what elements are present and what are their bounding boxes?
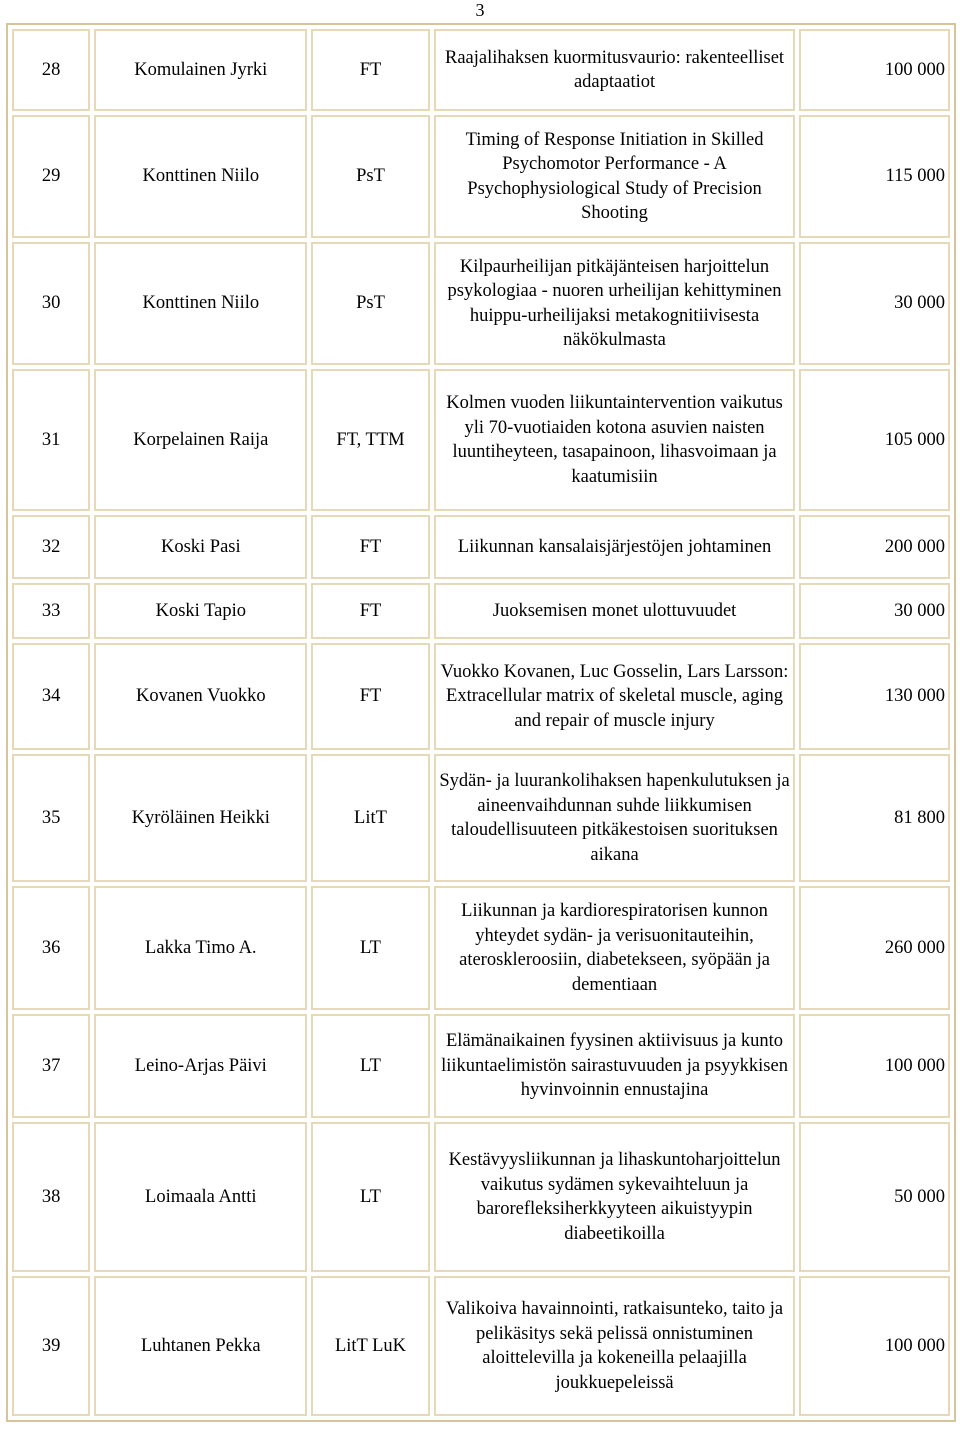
grant-amount: 50 000 [799, 1122, 950, 1272]
applicant-name: Lakka Timo A. [94, 886, 307, 1010]
applicant-name: Korpelainen Raija [94, 369, 307, 511]
grant-amount: 30 000 [799, 583, 950, 639]
grant-amount: 81 800 [799, 754, 950, 882]
degree: LT [311, 1122, 430, 1272]
applicant-name: Koski Tapio [94, 583, 307, 639]
grant-amount: 130 000 [799, 643, 950, 750]
table-row [12, 643, 950, 750]
project-title: Kilpaurheilijan pitkäjänteisen harjoittelun psykologiaa - nuoren urheilijan kehittyminen huippu-urheilijaksi metakognitiivisesta näkökulmasta [434, 242, 796, 365]
applicant-name: Komulainen Jyrki [94, 29, 307, 111]
project-title: Liikunnan kansalaisjärjestöjen johtaminen [434, 515, 796, 579]
degree: LitT LuK [311, 1276, 430, 1416]
grant-amount: 100 000 [799, 1276, 950, 1416]
applicant-name: Leino-Arjas Päivi [94, 1014, 307, 1118]
degree: LT [311, 886, 430, 1010]
project-title: Vuokko Kovanen, Luc Gosselin, Lars Larsson: Extracellular matrix of skeletal muscle, aging and repair of muscle injury [434, 643, 796, 750]
row-number: 37 [12, 1014, 90, 1118]
applicant-name: Koski Pasi [94, 515, 307, 579]
table-row [12, 1276, 950, 1416]
page-number: 3 [475, 0, 485, 20]
table-row [12, 369, 950, 511]
row-number: 34 [12, 643, 90, 750]
project-title: Sydän- ja luurankolihaksen hapenkulutuksen ja aineenvaihdunnan suhde liikkumisen taloudellisuuteen pitkäkestoisen suorituksen aikana [434, 754, 796, 882]
grant-amount: 30 000 [799, 242, 950, 365]
grant-amount: 260 000 [799, 886, 950, 1010]
row-number: 28 [12, 29, 90, 111]
project-title: Liikunnan ja kardiorespiratorisen kunnon yhteydet sydän- ja verisuonitauteihin, ateroskleroosiin, diabetekseen, syöpään ja dementiaan [434, 886, 796, 1010]
degree: LitT [311, 754, 430, 882]
degree: PsT [311, 115, 430, 238]
grant-amount: 100 000 [799, 29, 950, 111]
grant-amount: 105 000 [799, 369, 950, 511]
project-title: Timing of Response Initiation in Skilled Psychomotor Performance - A Psychophysiological Study of Precision Shooting [434, 115, 796, 238]
table-row [12, 115, 950, 238]
grant-amount: 200 000 [799, 515, 950, 579]
applicant-name: Kyröläinen Heikki [94, 754, 307, 882]
degree: LT [311, 1014, 430, 1118]
project-title: Kestävyysliikunnan ja lihaskuntoharjoittelun vaikutus sydämen sykevaihteluun ja barorefleksiherkkyyteen aikuistyypin diabeetikoilla [434, 1122, 796, 1272]
grant-amount: 115 000 [799, 115, 950, 238]
applicant-name: Konttinen Niilo [94, 242, 307, 365]
degree: FT [311, 29, 430, 111]
applicant-name: Konttinen Niilo [94, 115, 307, 238]
degree: FT [311, 643, 430, 750]
degree: PsT [311, 242, 430, 365]
grants-table [6, 23, 956, 1422]
table-row [12, 1122, 950, 1272]
table-row [12, 1014, 950, 1118]
degree: FT [311, 583, 430, 639]
row-number: 31 [12, 369, 90, 511]
table-row [12, 886, 950, 1010]
grant-amount: 100 000 [799, 1014, 950, 1118]
row-number: 35 [12, 754, 90, 882]
row-number: 39 [12, 1276, 90, 1416]
applicant-name: Loimaala Antti [94, 1122, 307, 1272]
table-row [12, 515, 950, 579]
row-number: 29 [12, 115, 90, 238]
row-number: 30 [12, 242, 90, 365]
project-title: Kolmen vuoden liikuntaintervention vaikutus yli 70-vuotiaiden kotona asuvien naisten luuntiheyteen, tasapainoon, lihasvoimaan ja kaatumisiin [434, 369, 796, 511]
applicant-name: Kovanen Vuokko [94, 643, 307, 750]
applicant-name: Luhtanen Pekka [94, 1276, 307, 1416]
table-row [12, 242, 950, 365]
row-number: 33 [12, 583, 90, 639]
project-title: Raajalihaksen kuormitusvaurio: rakenteelliset adaptaatiot [434, 29, 796, 111]
table-row [12, 754, 950, 882]
table-row [12, 29, 950, 111]
project-title: Juoksemisen monet ulottuvuudet [434, 583, 796, 639]
row-number: 38 [12, 1122, 90, 1272]
degree: FT, TTM [311, 369, 430, 511]
degree: FT [311, 515, 430, 579]
table-row [12, 583, 950, 639]
row-number: 36 [12, 886, 90, 1010]
project-title: Elämänaikainen fyysinen aktiivisuus ja kunto liikuntaelimistön sairastuvuuden ja psyykkisen hyvinvoinnin ennustajina [434, 1014, 796, 1118]
row-number: 32 [12, 515, 90, 579]
project-title: Valikoiva havainnointi, ratkaisunteko, taito ja pelikäsitys sekä pelissä onnistuminen aloittelevilla ja kokeneilla pelaajilla joukkuepeleissä [434, 1276, 796, 1416]
